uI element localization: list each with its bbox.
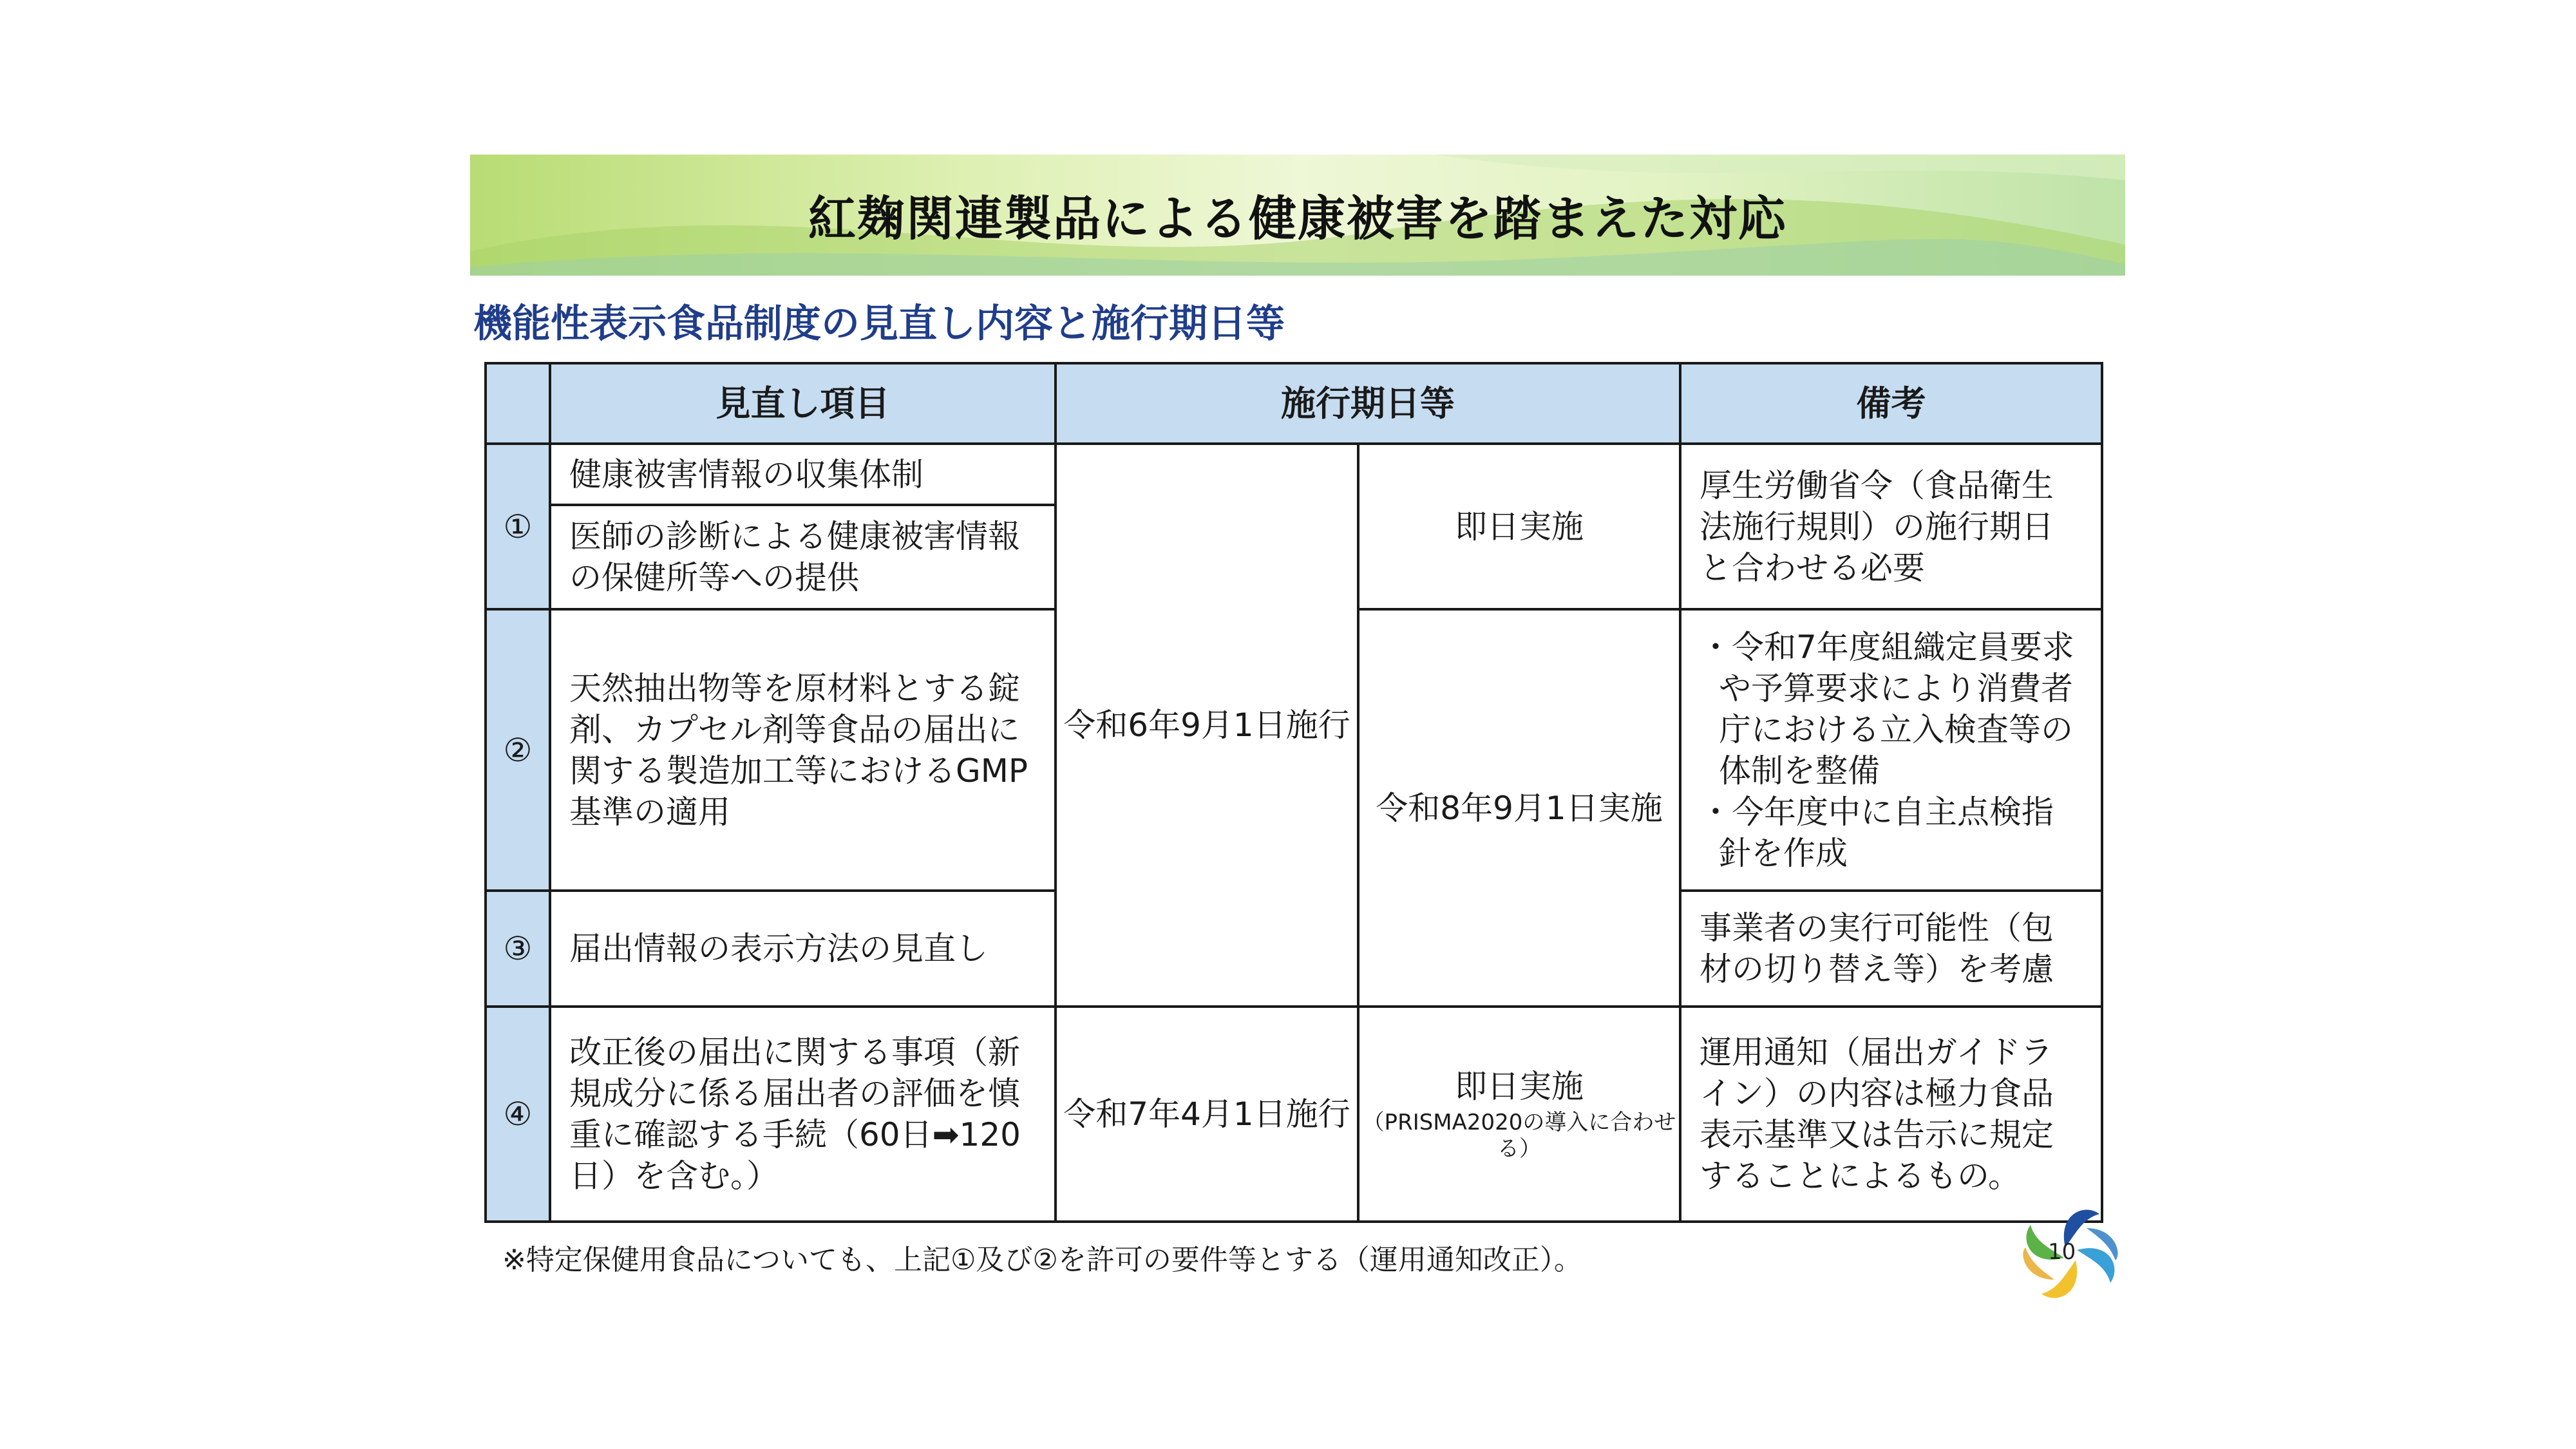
- page-title: 紅麹関連製品による健康被害を踏まえた対応: [808, 191, 1787, 247]
- table-row: [486, 1007, 2102, 1222]
- item-cell: 改正後の届出に関する事項（新規成分に係る届出者の評価を慎重に確認する手続（60日➡120日）を含む。）: [550, 1007, 1056, 1222]
- row-number: ④: [486, 1007, 550, 1222]
- section-subtitle: 機能性表示食品制度の見直し内容と施行期日等: [473, 301, 1285, 346]
- note-cell: 厚生労働省令（食品衛生法施行規則）の施行期日と合わせる必要: [1680, 444, 2102, 609]
- date-detail-text: 即日実施: [1455, 1068, 1584, 1106]
- date-detail-cell: [1358, 1007, 1680, 1222]
- row-number: ①: [486, 444, 550, 609]
- date-detail-cell: 令和8年9月1日実施: [1358, 609, 1680, 1007]
- note-cell: 運用通知（届出ガイドライン）の内容は極力食品表示基準又は告示に規定することによるもの。: [1680, 1007, 2102, 1222]
- row-number: ③: [486, 891, 550, 1007]
- item-cell: 健康被害情報の収集体制: [550, 444, 1056, 505]
- row-number: ②: [486, 609, 550, 891]
- date-main-cell: 令和7年4月1日施行: [1056, 1007, 1358, 1222]
- note-bullet: ・令和7年度組織定員要求や予算要求により消費者庁における立入検査等の体制を整備: [1700, 628, 2074, 790]
- item-cell: 届出情報の表示方法の見直し: [550, 891, 1056, 1007]
- header-note: 備考: [1680, 363, 2102, 444]
- table-header-row: [486, 363, 2102, 444]
- note-bullet: ・今年度中に自主点検指針を作成: [1700, 793, 2054, 872]
- title-banner: [470, 155, 2125, 276]
- date-detail-note: （PRISMA2020の導入に合わせる）: [1362, 1110, 1676, 1162]
- table-row: [486, 444, 2102, 505]
- page-number: 10: [2048, 1239, 2076, 1265]
- header-date: 施行期日等: [1056, 363, 1680, 444]
- item-cell: 天然抽出物等を原材料とする錠剤、カプセル剤等食品の届出に関する製造加工等におけるGMP基準の適用: [550, 609, 1056, 891]
- footer-note: ※特定保健用食品についても、上記①及び②を許可の要件等とする（運用通知改正）。: [502, 1244, 1582, 1276]
- note-cell: 事業者の実行可能性（包材の切り替え等）を考慮: [1680, 891, 2102, 1007]
- revision-table: [484, 362, 2103, 1223]
- header-item: 見直し項目: [550, 363, 1056, 444]
- header-blank: [486, 363, 550, 444]
- item-cell: 医師の診断による健康被害情報の保健所等への提供: [550, 505, 1056, 609]
- note-cell: [1680, 609, 2102, 891]
- date-detail-cell: 即日実施: [1358, 444, 1680, 609]
- date-main-cell: 令和6年9月1日施行: [1056, 444, 1358, 1007]
